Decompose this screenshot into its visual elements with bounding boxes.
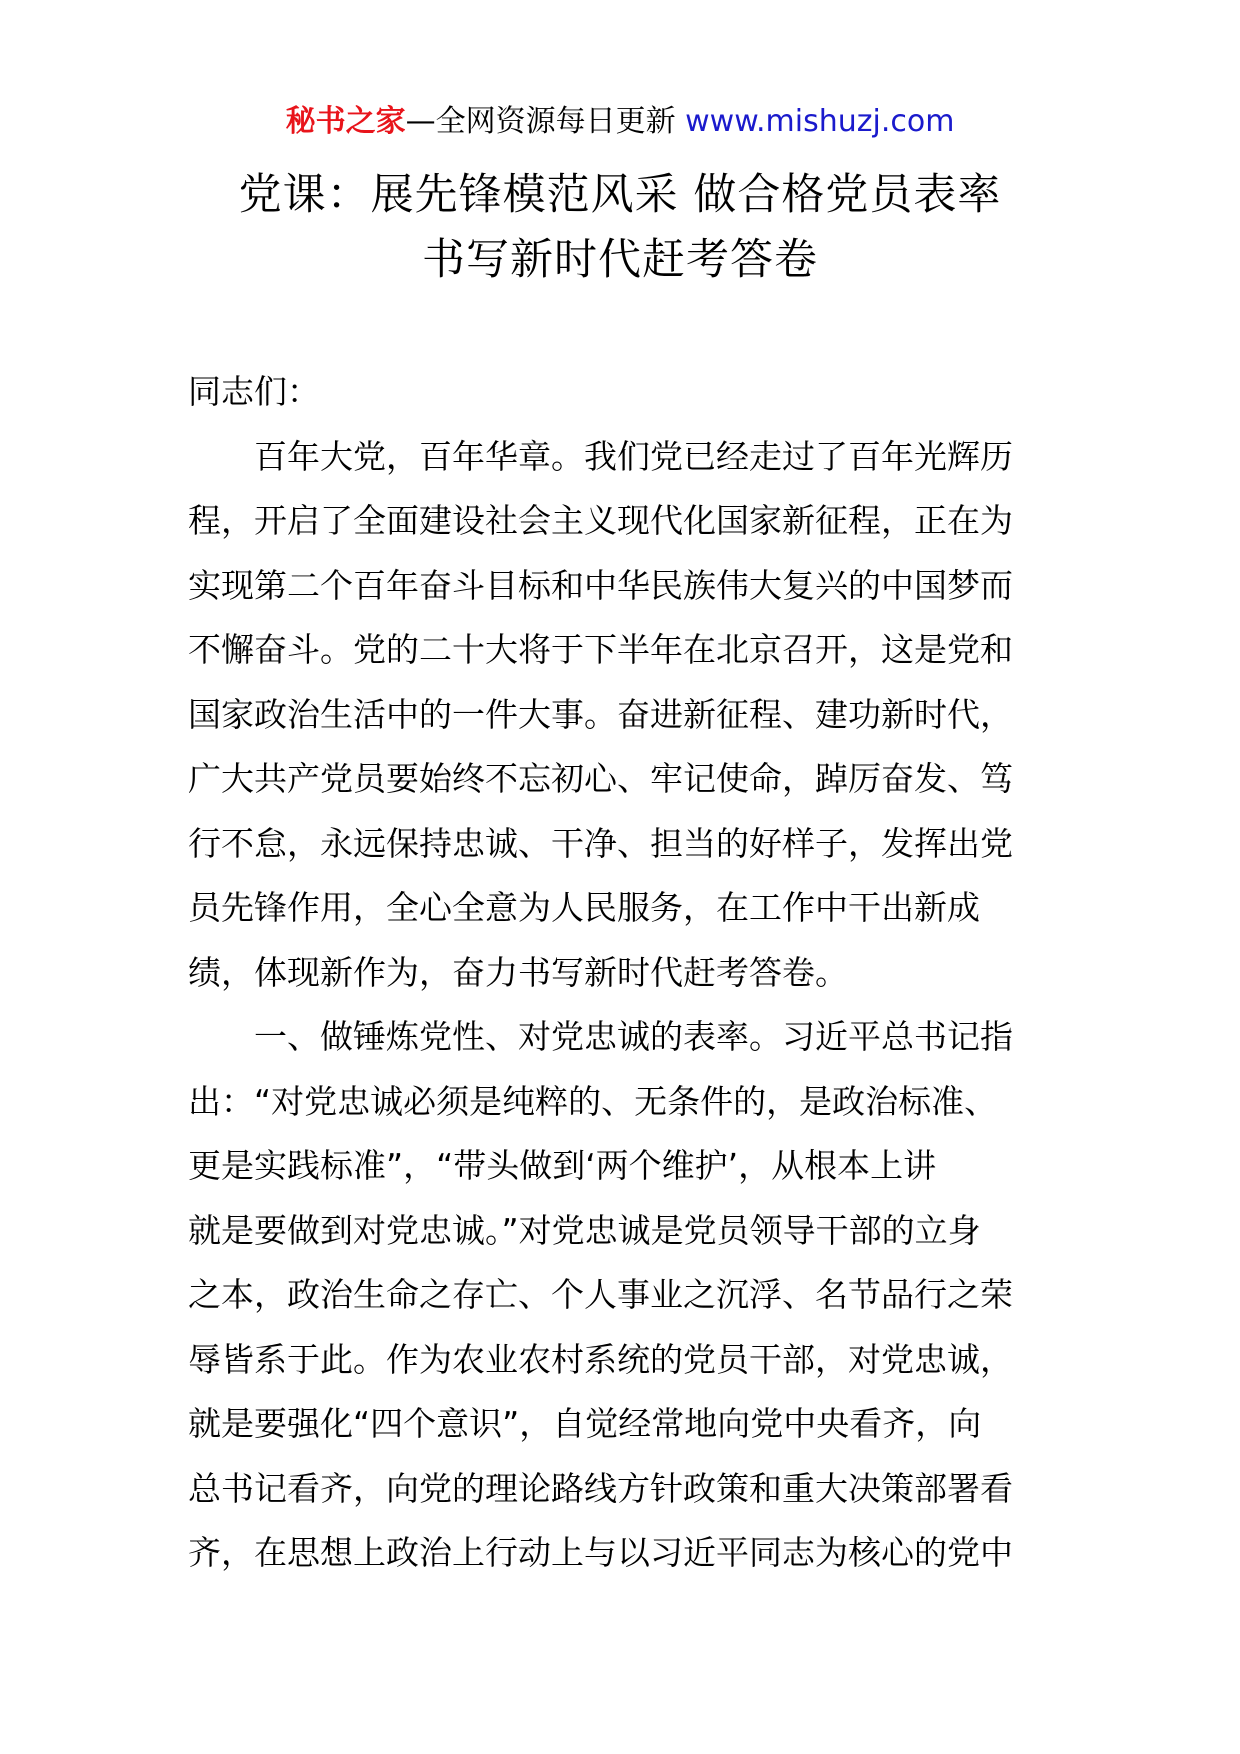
paragraph-line: 实现第二个百年奋斗目标和中华民族伟大复兴的中国梦而: [188, 565, 1013, 605]
document-title-line-1: 党课：展先锋模范风采 做合格党员表率: [238, 170, 1002, 220]
brand-name: 秘书之家: [285, 104, 406, 139]
paragraph-line: 更是实践标准”，“带头做到‘两个维护’，从根本上讲: [188, 1146, 937, 1185]
document-body: [188, 360, 1060, 1586]
header-tagline: —全网资源每日更新: [405, 104, 686, 139]
paragraph-line: 绩，体现新作为，奋力书写新时代赶考答卷。: [188, 952, 848, 992]
paragraph-line: 出：“对党忠诚必须是纯粹的、无条件的，是政治标准、: [188, 1081, 998, 1121]
paragraph-line: 就是要做到对党忠诚。”对党忠诚是党员领导干部的立身: [188, 1210, 981, 1250]
paragraph-line: 就是要强化“四个意识”，自觉经常地向党中央看齐，向: [188, 1404, 982, 1443]
paragraph-line: 员先锋作用，全心全意为人民服务，在工作中干出新成: [188, 888, 980, 927]
paragraph-line: 一、做锤炼党性、对党忠诚的表率。习近平总书记指: [254, 1017, 1013, 1056]
document-title-line-2: 书写新时代赶考答卷: [422, 235, 818, 285]
paragraph-line: 齐，在思想上政治上行动上与以习近平同志为核心的党中: [188, 1533, 1013, 1572]
site-url-link[interactable]: www.mishuzj.com: [685, 104, 955, 139]
paragraph-line: 辱皆系于此。作为农业农村系统的党员干部，对党忠诚，: [188, 1339, 1013, 1379]
paragraph-line: 国家政治生活中的一件大事。奋进新征程、建功新时代，: [188, 694, 1013, 734]
paragraph-line: 之本，政治生命之存亡、个人事业之沉浮、名节品行之荣: [188, 1275, 1013, 1314]
paragraph-line: 行不怠，永远保持忠诚、干净、担当的好样子，发挥出党: [188, 823, 1013, 863]
paragraph-line: 程，开启了全面建设社会主义现代化国家新征程，正在为: [188, 501, 1013, 540]
site-header: [0, 102, 1240, 142]
paragraph-line: 总书记看齐，向党的理论路线方针政策和重大决策部署看: [188, 1468, 1013, 1508]
paragraph-line: 百年大党，百年华章。我们党已经走过了百年光辉历: [254, 436, 1013, 476]
paragraph-line: 广大共产党员要始终不忘初心、牢记使命，踔厉奋发、笃: [188, 759, 1013, 798]
paragraph-line: 不懈奋斗。党的二十大将于下半年在北京召开，这是党和: [188, 630, 1013, 669]
salutation: 同志们：: [188, 372, 320, 411]
